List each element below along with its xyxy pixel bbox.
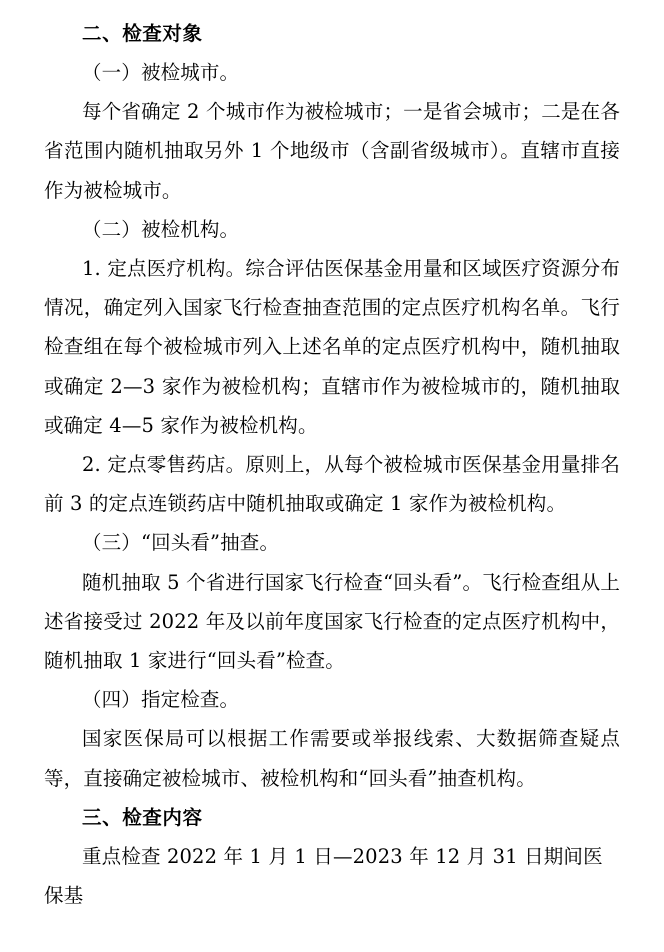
paragraph-lookback-sampling-detail: 随机抽取 5 个省进行国家飞行检查“回头看”。飞行检查组从上述省接受过 2022 年及以前年度国家飞行检查的定点医疗机构中，随机抽取 1 家进行“回头看”检查。 (44, 570, 620, 673)
section-heading-inspection-targets: 二、检查对象 (82, 22, 203, 45)
subsection-heading-designated-inspection: （四）指定检查。 (82, 688, 240, 712)
paragraph-designated-retail-pharmacies: 2. 定点零售药店。原则上，从每个被检城市医保基金用量排名前 3 的定点连锁药店中随机抽取或确定 1 家作为被检机构。 (44, 453, 620, 516)
paragraph-inspected-cities-detail: 每个省确定 2 个城市作为被检城市；一是省会城市；二是在各省范围内随机抽取另外 1 个地级市（含副省级城市）。直辖市直接作为被检城市。 (44, 100, 620, 202)
subsection-heading-inspected-institutions: （二）被检机构。 (82, 217, 240, 241)
subsection-heading-lookback-sampling: （三）“回头看”抽查。 (82, 531, 280, 555)
paragraph-designated-inspection-detail: 国家医保局可以根据工作需要或举报线索、大数据筛查疑点等，直接确定被检城市、被检机构和“回头看”抽查机构。 (44, 727, 620, 790)
document-body (44, 14, 620, 915)
paragraph-inspection-content-detail: 重点检查 2022 年 1 月 1 日—2023 年 12 月 31 日期间医保基 (44, 844, 603, 908)
section-heading-inspection-content: 三、检查内容 (82, 805, 203, 829)
subsection-heading-inspected-cities: （一）被检城市。 (82, 61, 240, 84)
paragraph-designated-medical-institutions: 1. 定点医疗机构。综合评估医保基金用量和区域医疗资源分布情况，确定列入国家飞行检查抽查范围的定点医疗机构名单。飞行检查组在每个被检城市列入上述名单的定点医疗机构中，随机抽取或确定 2—3 家作为被检机构；直辖市作为被检城市的，随机抽取或确定 4—5 家作为被检机构。 (44, 257, 620, 437)
